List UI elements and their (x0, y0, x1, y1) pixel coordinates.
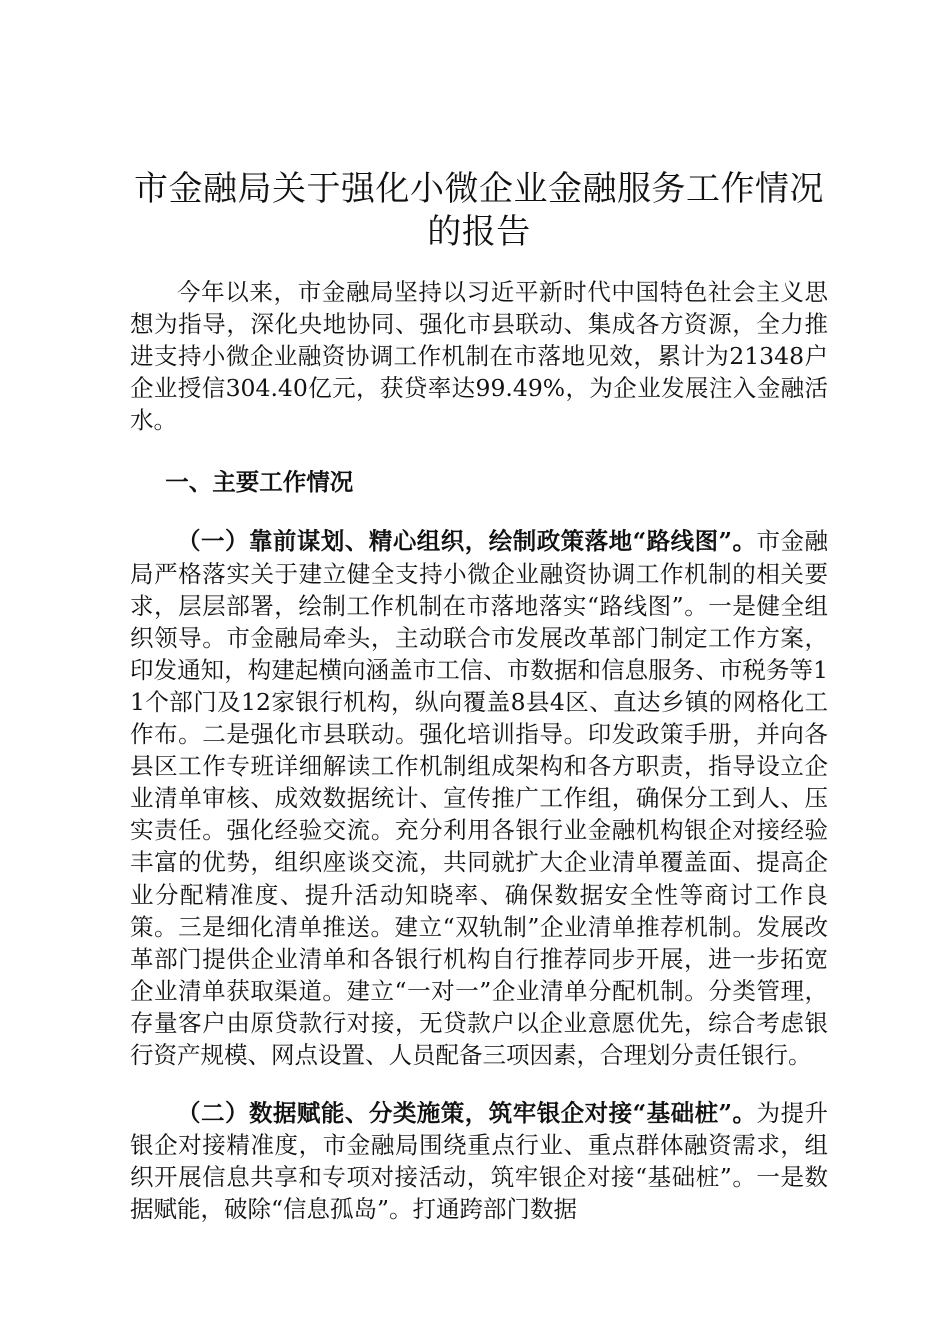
section-2-body: 为提升银企对接精准度，市金融局围绕重点行业、重点群体融资需求，组织开展信息共享和专项对接活动，筑牢银企对接“基础桩”。一是数据赋能，破除“信息孤岛”。打通跨部门数据 (130, 1099, 828, 1224)
section-1-lead: （一）靠前谋划、精心组织，绘制政策落地“路线图”。 (177, 527, 757, 556)
section-2-paragraph (130, 1097, 828, 1225)
section-1-body: 市金融局严格落实关于建立健全支持小微企业融资协调工作机制的相关要求，层层部署，绘制工作机制在市落地落实“路线图”。一是健全组织领导。市金融局牵头，主动联合市发展改革部门制定工作方案，印发通知，构建起横向涵盖市工信、市数据和信息服务、市税务等11个部门及12家银行机构，纵向覆盖8县4区、直达乡镇的网格化工作布。二是强化市县联动。强化培训指导。印发政策手册，并向各县区工作专班详细解读工作机制组成架构和各方职责，指导设立企业清单审核、成效数据统计、宣传推广工作组，确保分工到人、压实责任。强化经验交流。充分利用各银行业金融机构银企对接经验丰富的优势，组织座谈交流，共同就扩大企业清单覆盖面、提高企业分配精准度、提升活动知晓率、确保数据安全性等商讨工作良策。三是细化清单推送。建立“双轨制”企业清单推荐机制。发展改革部门提供企业清单和各银行机构自行推荐同步开展，进一步拓宽企业清单获取渠道。建立“一对一”企业清单分配机制。分类管理，存量客户由原贷款行对接，无贷款户以企业意愿优先，综合考虑银行资产规模、网点设置、人员配备三项因素，合理划分责任银行。 (130, 527, 828, 1069)
document-page (130, 0, 828, 1225)
intro-paragraph: 今年以来，市金融局坚持以习近平新时代中国特色社会主义思想为指导，深化央地协同、强化市县联动、集成各方资源，全力推进支持小微企业融资协调工作机制在市落地见效，累计为21348户企业授信304.40亿元，获贷率达99.49%，为企业发展注入金融活水。 (130, 278, 828, 435)
document-title: 市金融局关于强化小微企业金融服务工作情况的报告 (134, 169, 824, 252)
section-1-paragraph (130, 525, 828, 1071)
section-heading-main-work: 一、主要工作情况 (165, 468, 354, 497)
section-2-lead: （二）数据赋能、分类施策，筑牢银企对接“基础桩”。 (177, 1099, 757, 1128)
